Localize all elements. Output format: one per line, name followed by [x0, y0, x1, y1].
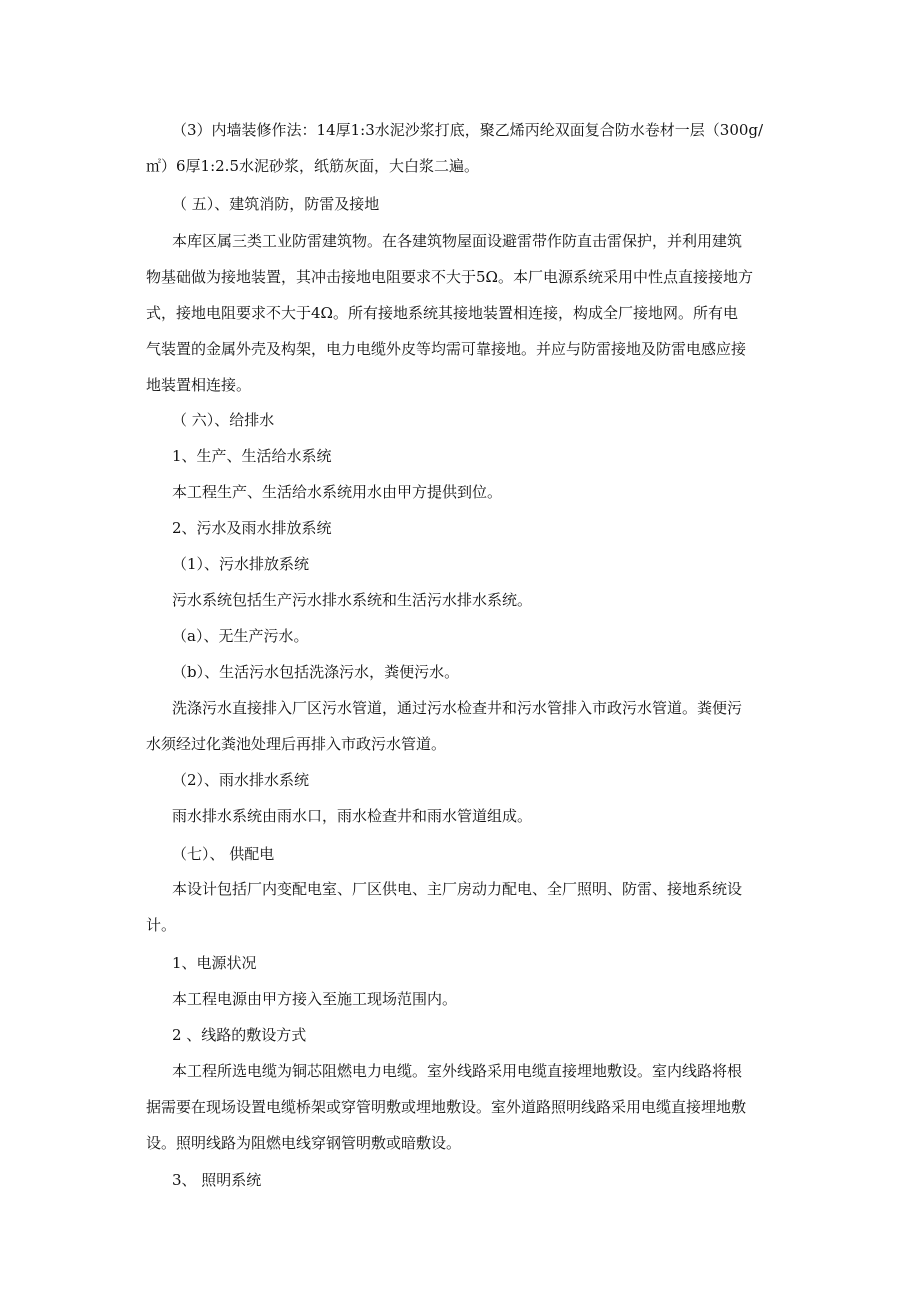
item-no-production-sewage: （a）、无生产污水。	[172, 627, 309, 645]
text-line: 设。照明线路为阻燃电线穿钢管明敷或暗敷设。	[146, 1134, 462, 1152]
subheading-drainage: 2、污水及雨水排放系统	[172, 519, 332, 537]
section-heading-fire-lightning: （ 五）、建筑消防，防雷及接地	[172, 195, 380, 213]
paragraph-cable-laying	[146, 1055, 782, 1159]
text-line: 本库区属三类工业防雷建筑物。在各建筑物屋面设避雷带作防直击雷保护，并利用建筑	[172, 232, 743, 250]
section-heading-water: （ 六）、给排水	[172, 411, 275, 429]
subheading-cable-laying: 2 、线路的敷设方式	[172, 1026, 307, 1044]
paragraph-power-source: 本工程电源由甲方接入至施工现场范围内。	[172, 990, 458, 1008]
text-line: 据需要在现场设置电缆桥架或穿管明敷或埋地敷设。室外道路照明线路采用电缆直接埋地敷	[146, 1098, 747, 1116]
paragraph-water-supply: 本工程生产、生活给水系统用水由甲方提供到位。	[172, 483, 503, 501]
text-line: ㎡）6厚1:2.5水泥砂浆，纸筋灰面，大白浆二遍。	[146, 157, 479, 175]
text-line: 洗涤污水直接排入厂区污水管道，通过污水检查井和污水管排入市政污水管道。粪便污	[172, 699, 743, 717]
paragraph-sewage-system: 污水系统包括生产污水排水系统和生活污水排水系统。	[172, 591, 533, 609]
paragraph-power-design	[146, 873, 782, 941]
text-line: （3）内墙装修作法：14厚1:3水泥沙浆打底，聚乙烯丙纶双面复合防水卷材一层（300g/	[172, 121, 764, 139]
text-line: 物基础做为接地装置，其冲击接地电阻要求不大于5Ω。本厂电源系统采用中性点直接接地方	[146, 268, 753, 286]
section-heading-power: （七）、 供配电	[172, 845, 275, 863]
subheading-lighting: 3、 照明系统	[172, 1171, 262, 1189]
subheading-power-source: 1、电源状况	[172, 954, 257, 972]
paragraph-rainwater: 雨水排水系统由雨水口，雨水检查井和雨水管道组成。	[172, 807, 533, 825]
paragraph-interior-wall	[146, 114, 782, 182]
paragraph-sewage-discharge	[146, 692, 782, 760]
text-line: 计。	[146, 916, 177, 934]
text-line: 本工程所选电缆为铜芯阻燃电力电缆。室外线路采用电缆直接埋地敷设。室内线路将根	[172, 1062, 743, 1080]
text-line: 本设计包括厂内变配电室、厂区供电、主厂房动力配电、全厂照明、防雷、接地系统设	[172, 880, 743, 898]
text-line: 地装置相连接。	[146, 376, 252, 394]
item-domestic-sewage: （b）、生活污水包括洗涤污水，粪便污水。	[172, 663, 460, 681]
subheading-water-supply: 1、生产、生活给水系统	[172, 447, 332, 465]
text-line: 式，接地电阻要求不大于4Ω。所有接地系统其接地装置相连接，构成全厂接地网。所有电	[146, 304, 738, 322]
subheading-sewage: （1）、污水排放系统	[172, 555, 310, 573]
subheading-rainwater: （2）、雨水排水系统	[172, 771, 310, 789]
paragraph-lightning-protection	[146, 225, 782, 401]
text-line: 气装置的金属外壳及构架，电力电缆外皮等均需可靠接地。并应与防雷接地及防雷电感应接	[146, 340, 747, 358]
text-line: 水须经过化粪池处理后再排入市政污水管道。	[146, 735, 447, 753]
